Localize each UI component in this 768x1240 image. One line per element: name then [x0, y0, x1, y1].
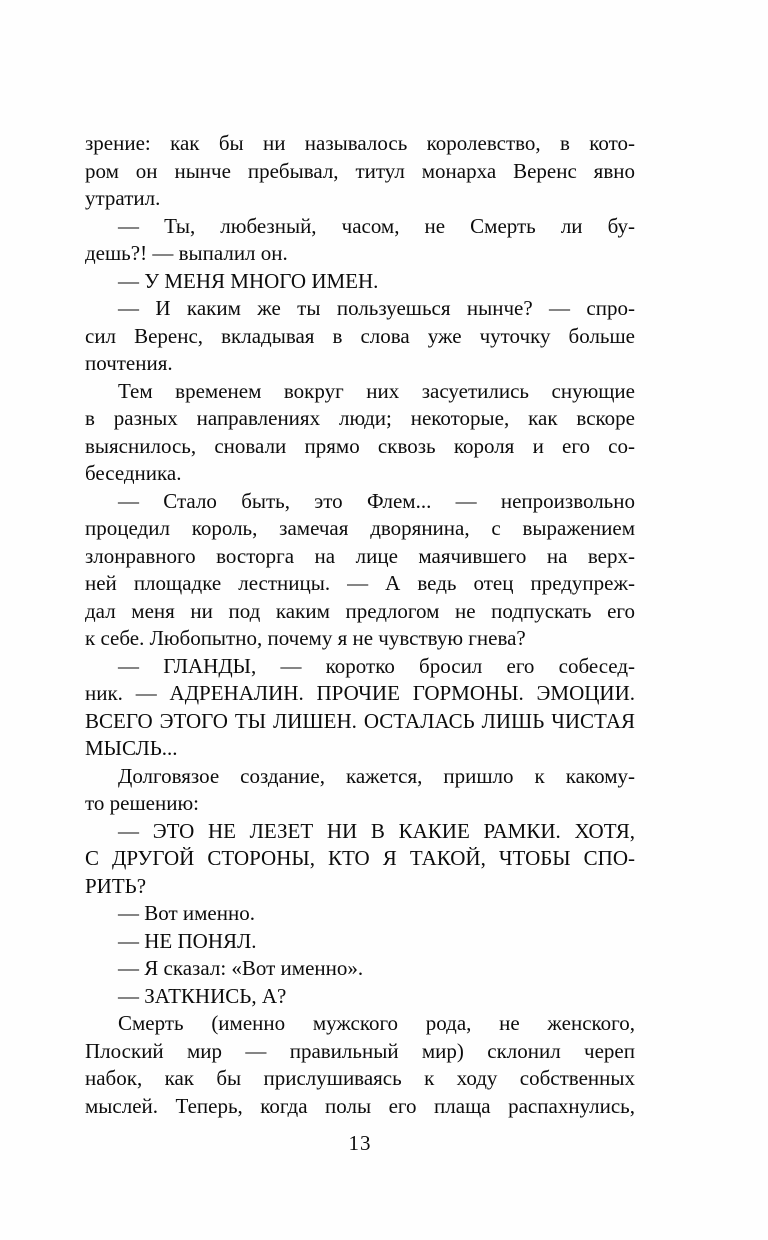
- text-line: ром он нынче пребывал, титул монарха Веренс явно: [85, 158, 635, 183]
- text-line: — Стало быть, это Флем... — непроизвольно: [118, 488, 635, 513]
- text-line: Смерть (именно мужского рода, не женского,: [118, 1011, 635, 1035]
- text-line: в разных направлениях люди; некоторые, как вскоре: [85, 406, 635, 430]
- text-line: Плоский мир — правильный мир) склонил череп: [85, 1038, 635, 1063]
- text-line: МЫСЛЬ...: [85, 736, 178, 760]
- text-line: — У МЕНЯ МНОГО ИМЕН.: [118, 268, 379, 293]
- text-line: злонравного восторга на лице маячившего на верх-: [85, 543, 635, 568]
- text-line: — ЗАТКНИСЬ, А?: [118, 983, 287, 1008]
- text-line: сил Веренс, вкладывая в слова уже чуточку больше: [85, 323, 635, 348]
- text-line: то решению:: [85, 791, 199, 815]
- text-line: беседника.: [85, 461, 182, 485]
- text-line: утратил.: [85, 186, 161, 210]
- text-line: — ГЛАНДЫ, — коротко бросил его собесед-: [118, 653, 635, 678]
- text-line: зрение: как бы ни называлось королевство, в кото-: [85, 131, 635, 155]
- text-line: почтения.: [85, 351, 173, 375]
- text-line: Тем временем вокруг них засуетились снующие: [118, 378, 635, 403]
- text-line: — Ты, любезный, часом, не Смерть ли бу-: [118, 213, 635, 238]
- text-line: Долговязое создание, кажется, пришло к какому-: [118, 763, 635, 788]
- text-line: ник. — АДРЕНАЛИН. ПРОЧИЕ ГОРМОНЫ. ЭМОЦИИ.: [85, 681, 635, 705]
- text-line: к себе. Любопытно, почему я не чувствую гнева?: [85, 626, 526, 650]
- text-line: набок, как бы прислушиваясь к ходу собственных: [85, 1066, 635, 1090]
- text-line: РИТЬ?: [85, 873, 147, 898]
- text-line: С ДРУГОЙ СТОРОНЫ, КТО Я ТАКОЙ, ЧТОБЫ СПО-: [85, 846, 635, 870]
- text-line: мыслей. Теперь, когда полы его плаща распахнулись,: [85, 1093, 635, 1118]
- text-line: дешь?! — выпалил он.: [85, 241, 288, 265]
- text-line: — И каким же ты пользуешься нынче? — спро-: [118, 296, 635, 320]
- text-line: — ЭТО НЕ ЛЕЗЕТ НИ В КАКИЕ РАМКИ. ХОТЯ,: [118, 818, 635, 843]
- text-line: процедил король, замечая дворянина, с выражением: [85, 516, 635, 540]
- text-line: — Вот именно.: [118, 901, 255, 925]
- text-line: ней площадке лестницы. — А ведь отец предупреж-: [85, 571, 635, 595]
- body-text: [85, 130, 635, 1120]
- text-line: — Я сказал: «Вот именно».: [118, 956, 364, 980]
- text-line: выяснилось, сновали прямо сквозь короля и его со-: [85, 433, 635, 458]
- text-line: ВСЕГО ЭТОГО ТЫ ЛИШЕН. ОСТАЛАСЬ ЛИШЬ ЧИСТАЯ: [85, 708, 635, 733]
- text-line: — НЕ ПОНЯЛ.: [118, 928, 257, 953]
- page-number: 13: [348, 1131, 372, 1155]
- text-line: дал меня ни под каким предлогом не подпускать его: [85, 598, 635, 623]
